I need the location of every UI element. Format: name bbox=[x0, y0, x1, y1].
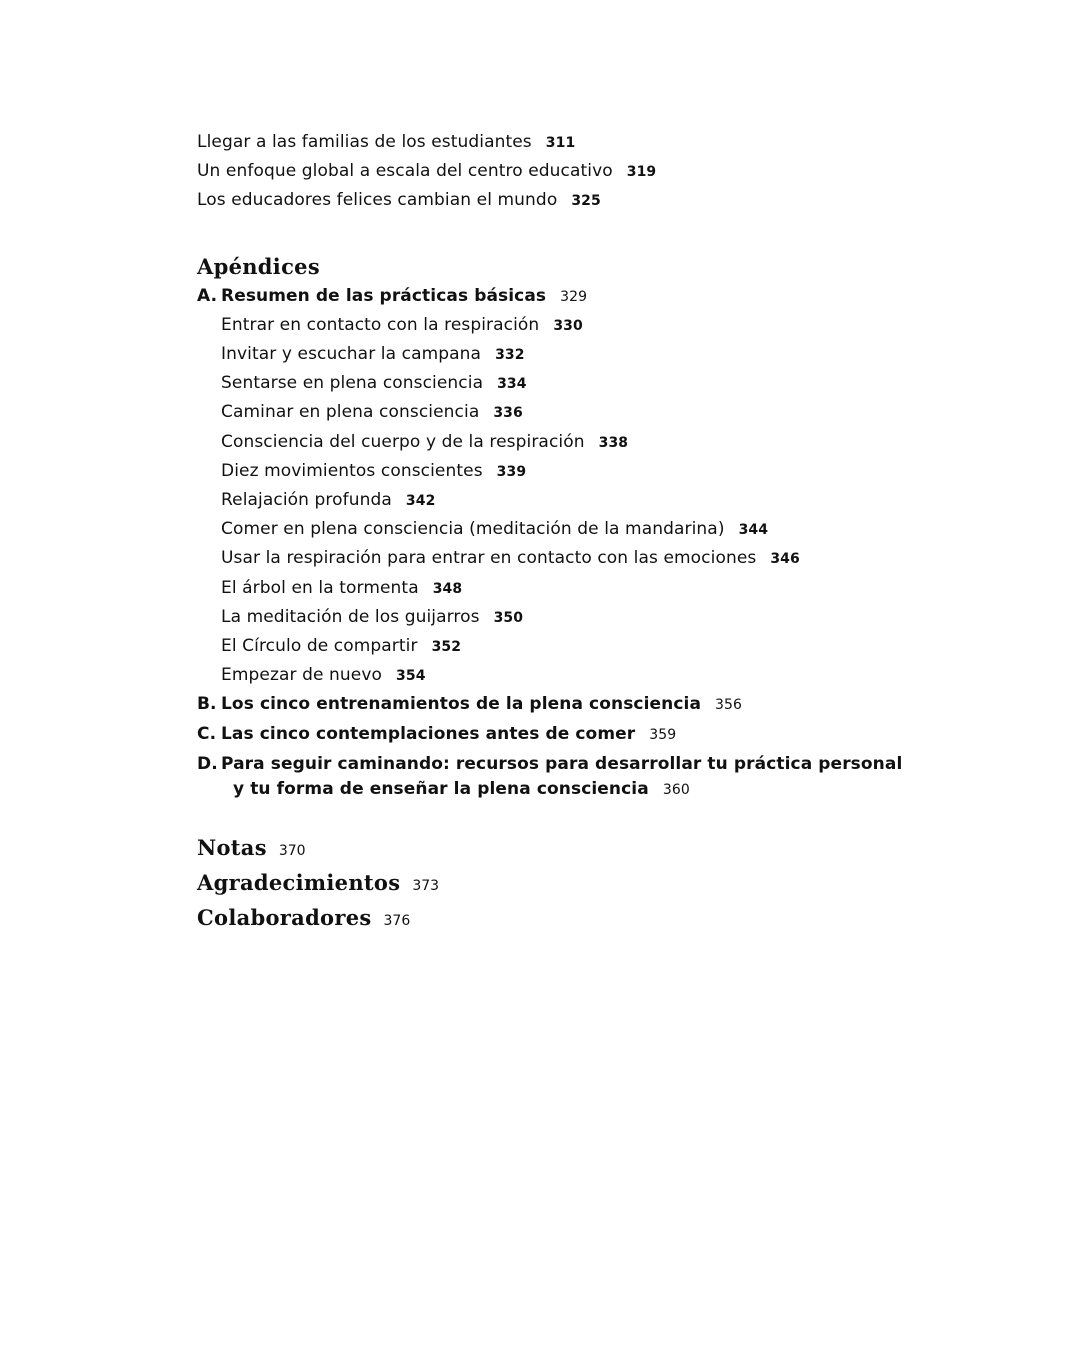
top-entries bbox=[197, 128, 977, 216]
appendix-page: 329 bbox=[560, 288, 588, 305]
appendix-a-item bbox=[197, 398, 977, 427]
back-matter-page: 373 bbox=[412, 877, 440, 894]
item-page: 342 bbox=[405, 493, 436, 510]
back-matter-page: 376 bbox=[383, 912, 411, 929]
appendix-letter: D. bbox=[197, 753, 218, 774]
item-title: Comer en plena consciencia (meditación de la mandarina) bbox=[221, 519, 725, 540]
back-matter-page: 370 bbox=[278, 842, 306, 859]
appendix-a-item bbox=[197, 515, 977, 544]
item-page: 352 bbox=[431, 639, 462, 656]
appendix-title: Los cinco entrenamientos de la plena consciencia bbox=[221, 694, 702, 715]
appendix-letter: A. bbox=[197, 285, 218, 306]
item-page: 348 bbox=[432, 580, 463, 597]
item-title: Caminar en plena consciencia bbox=[221, 402, 480, 423]
item-title: La meditación de los guijarros bbox=[221, 606, 480, 627]
item-title: Consciencia del cuerpo y de la respiración bbox=[221, 431, 585, 452]
appendix-a-item bbox=[197, 486, 977, 515]
item-page: 350 bbox=[493, 609, 524, 626]
appendices-heading: Apéndices bbox=[197, 253, 320, 279]
item-title: Relajación profunda bbox=[221, 490, 392, 511]
item-title: El árbol en la tormenta bbox=[221, 577, 419, 598]
appendix-b bbox=[197, 690, 977, 719]
item-title: Empezar de nuevo bbox=[221, 665, 383, 686]
appendix-d bbox=[197, 751, 977, 777]
back-matter-entry bbox=[197, 832, 977, 867]
toc-entry-page: 325 bbox=[571, 193, 601, 210]
appendix-a-item bbox=[197, 574, 977, 603]
item-title: El Círculo de compartir bbox=[221, 636, 418, 657]
item-page: 354 bbox=[396, 668, 426, 685]
appendix-title: Las cinco contemplaciones antes de comer bbox=[221, 723, 636, 744]
item-page: 346 bbox=[770, 551, 800, 568]
toc-entry bbox=[197, 128, 977, 157]
toc-entry-title: Los educadores felices cambian el mundo bbox=[197, 190, 558, 211]
appendix-title-line1: Para seguir caminando: recursos para desarrollar tu práctica personal bbox=[221, 753, 903, 774]
appendix-a-item bbox=[197, 369, 977, 398]
appendix-a-item bbox=[197, 457, 977, 486]
back-matter-title: Agradecimientos bbox=[197, 869, 401, 895]
toc-entry-page: 311 bbox=[545, 135, 576, 151]
appendix-title: Resumen de las prácticas básicas bbox=[221, 285, 547, 306]
appendix-d-continued bbox=[197, 777, 977, 802]
item-page: 336 bbox=[493, 405, 523, 422]
appendices-section bbox=[197, 252, 977, 802]
item-title: Entrar en contacto con la respiración bbox=[221, 314, 540, 335]
appendix-a-item bbox=[197, 340, 977, 369]
appendix-title-line2: y tu forma de enseñar la plena consciencia bbox=[233, 778, 649, 799]
appendix-a bbox=[197, 282, 977, 311]
back-matter bbox=[197, 832, 977, 937]
appendix-letter: C. bbox=[197, 723, 217, 744]
appendix-a-item bbox=[197, 428, 977, 457]
table-of-contents bbox=[197, 128, 977, 937]
appendix-c bbox=[197, 720, 977, 749]
appendix-a-item bbox=[197, 603, 977, 632]
item-page: 332 bbox=[495, 347, 525, 364]
item-page: 330 bbox=[553, 317, 583, 334]
item-title: Invitar y escuchar la campana bbox=[221, 344, 482, 365]
item-title: Usar la respiración para entrar en contacto con las emociones bbox=[221, 548, 757, 569]
appendix-page: 356 bbox=[715, 697, 743, 714]
appendix-a-item bbox=[197, 632, 977, 661]
appendix-page: 360 bbox=[662, 781, 690, 798]
toc-entry-page: 319 bbox=[626, 164, 657, 181]
spacer bbox=[197, 216, 977, 250]
spacer bbox=[197, 802, 977, 832]
item-title: Sentarse en plena consciencia bbox=[221, 373, 484, 394]
back-matter-entry bbox=[197, 867, 977, 902]
appendix-a-item bbox=[197, 544, 977, 573]
toc-entry-title: Un enfoque global a escala del centro educativo bbox=[197, 161, 613, 182]
appendix-page: 359 bbox=[649, 726, 677, 743]
back-matter-title: Colaboradores bbox=[197, 904, 372, 930]
appendix-a-item bbox=[197, 311, 977, 340]
item-page: 339 bbox=[496, 463, 527, 480]
appendix-a-item bbox=[197, 661, 977, 690]
back-matter-entry bbox=[197, 902, 977, 937]
item-page: 334 bbox=[497, 376, 527, 393]
item-title: Diez movimientos conscientes bbox=[221, 460, 483, 481]
toc-entry-title: Llegar a las familias de los estudiantes bbox=[197, 132, 532, 152]
back-matter-title: Notas bbox=[197, 834, 267, 860]
toc-entry bbox=[197, 186, 977, 215]
appendix-letter: B. bbox=[197, 694, 217, 715]
item-page: 338 bbox=[598, 434, 629, 451]
toc-entry bbox=[197, 157, 977, 186]
item-page: 344 bbox=[738, 522, 769, 539]
